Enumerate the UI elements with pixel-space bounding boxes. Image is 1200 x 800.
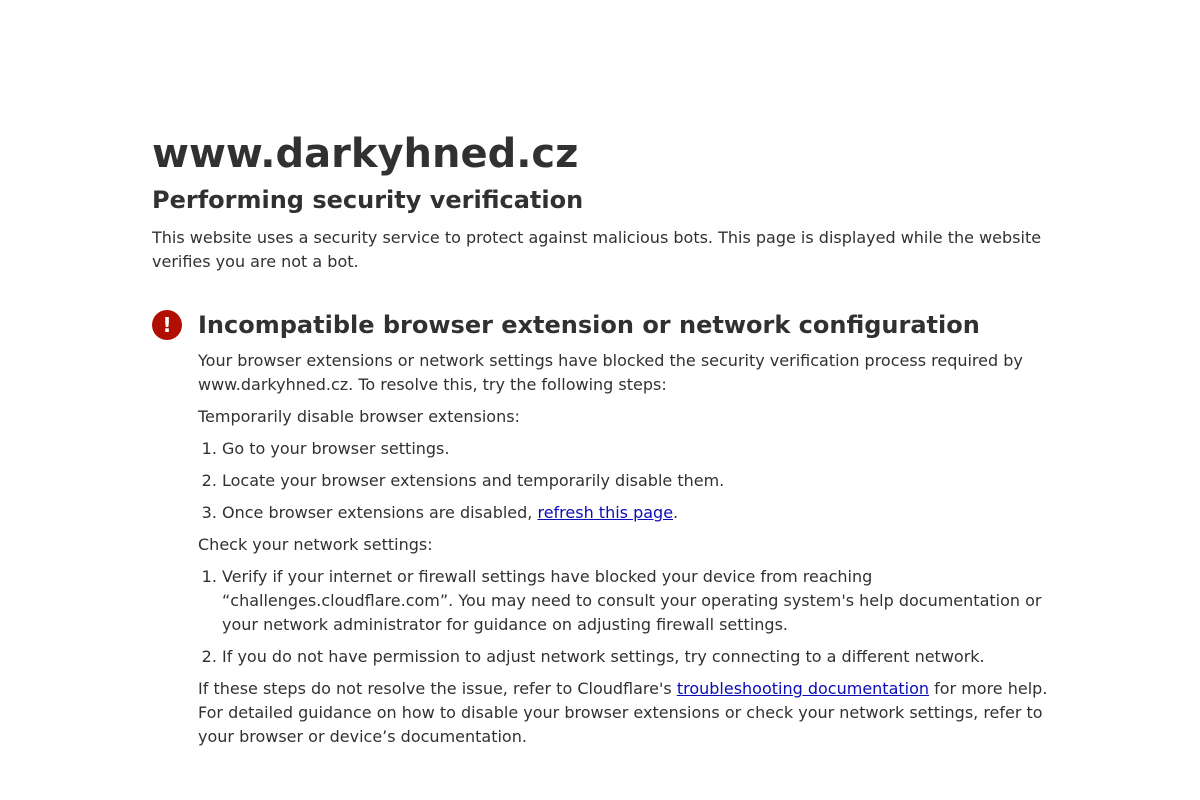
step-text-end: . xyxy=(673,503,679,522)
error-description: Your browser extensions or network settings have blocked the security verification process required by www.darkyhned.cz. To resolve this, try the following steps: xyxy=(198,351,1023,394)
step-text: Once browser extensions are disabled, xyxy=(222,503,538,522)
exclamation-icon: ! xyxy=(152,310,182,340)
intro-text: This website uses a security service to protect against malicious bots. This page is displayed while the website verifies you are not a bot. xyxy=(152,228,1042,271)
site-title: www.darkyhned.cz xyxy=(152,131,579,177)
network-step: 2. If you do not have permission to adjust network settings, try connecting to a different network. xyxy=(222,645,1052,669)
network-heading: Check your network settings: xyxy=(198,535,433,554)
page-heading: Performing security verification xyxy=(152,186,584,214)
help-footer xyxy=(198,677,1052,749)
extensions-step: 2. Locate your browser extensions and temporarily disable them. xyxy=(222,469,1052,493)
error-section xyxy=(152,309,1052,749)
network-steps-list xyxy=(198,565,1052,669)
footer-text-end: for more help. For detailed guidance on how to disable your browser extensions or check your network settings, refer to your browser or device’s documentation. xyxy=(198,679,1048,746)
extensions-step xyxy=(222,501,1052,525)
extensions-heading: Temporarily disable browser extensions: xyxy=(198,407,520,426)
extensions-step: 1. Go to your browser settings. xyxy=(222,437,1052,461)
troubleshooting-documentation-link[interactable]: troubleshooting documentation xyxy=(676,679,930,698)
extensions-steps-list xyxy=(198,437,1052,525)
footer-text: If these steps do not resolve the issue, refer to Cloudflare's xyxy=(198,679,677,698)
refresh-page-link[interactable]: refresh this page xyxy=(537,503,674,522)
error-title: Incompatible browser extension or network configuration xyxy=(198,311,980,339)
main-content xyxy=(152,128,1052,749)
network-step: 1. Verify if your internet or firewall settings have blocked your device from reaching “challenges.cloudflare.com”. You may need to consult your operating system's help documentation or your network administrator for guidance on adjusting firewall settings. xyxy=(222,565,1052,637)
